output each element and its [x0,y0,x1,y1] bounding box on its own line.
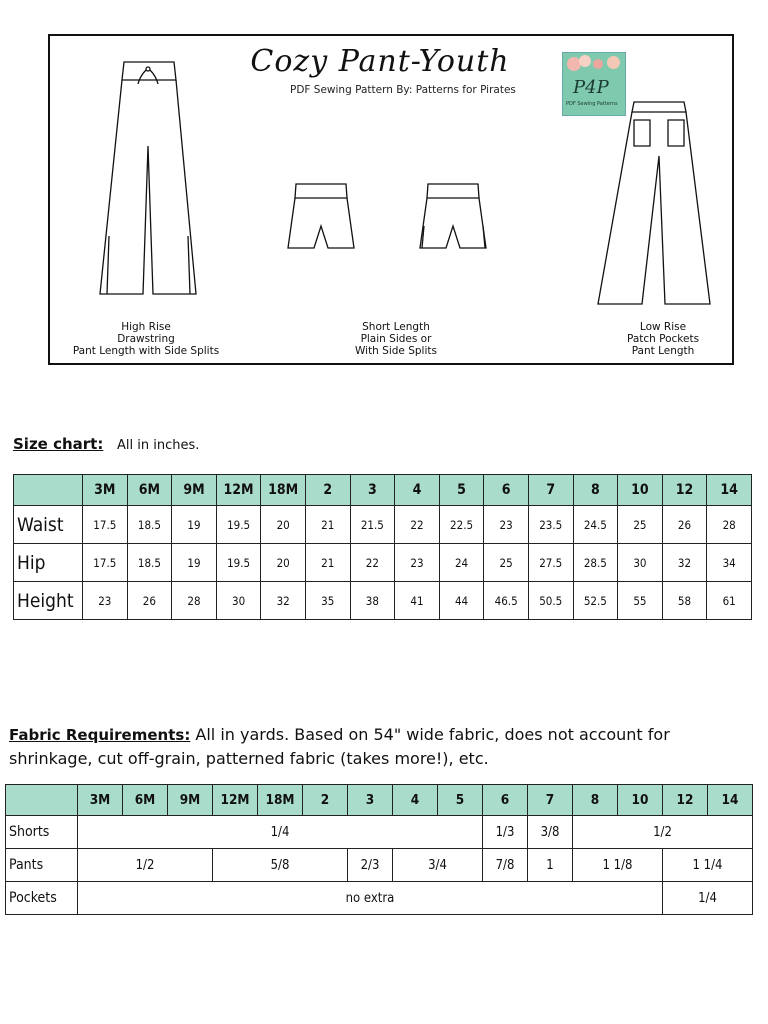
size-value-cell: 21 [305,544,350,582]
fabric-amount-cell: 1/4 [78,816,483,849]
size-value-cell: 58 [662,582,707,620]
size-value-cell: 19 [172,544,217,582]
size-value-cell: 25 [618,506,663,544]
fabric-column-header: 14 [708,785,753,816]
size-column-header: 8 [573,475,618,506]
fabric-note: All in yards. Based on 54" wide fabric, does not account for shrinkage, cut off-grain, patterned fabric (takes more!), etc. [9,725,670,768]
pattern-title: Cozy Pant-Youth [250,44,510,79]
size-value-cell: 28 [707,506,752,544]
fabric-column-header: 5 [438,785,483,816]
caption-short-length: Short Length Plain Sides or With Side Splits [355,321,437,357]
fabric-amount-cell: 2/3 [348,849,393,882]
high-rise-pant-drawing [100,62,196,294]
size-chart-table [13,474,752,620]
fabric-amount-cell: 1/2 [78,849,213,882]
size-column-header: 6 [484,475,529,506]
size-chart-header-row [14,475,752,506]
fabric-header-row [6,785,753,816]
size-column-header: 12 [662,475,707,506]
size-value-cell: 17.5 [83,544,128,582]
shorts-split-drawing [420,184,486,248]
size-value-cell: 32 [662,544,707,582]
pattern-subtitle: PDF Sewing Pattern By: Patterns for Pirates [290,84,516,96]
size-value-cell: 32 [261,582,306,620]
size-column-header: 4 [395,475,440,506]
size-value-cell: 38 [350,582,395,620]
fabric-column-header: 6M [123,785,168,816]
size-value-cell: 20 [261,506,306,544]
fabric-amount-cell: 5/8 [213,849,348,882]
size-value-cell: 30 [216,582,261,620]
logo-text: P4P [573,77,609,98]
size-value-cell: 21.5 [350,506,395,544]
fabric-column-header: 3 [348,785,393,816]
size-value-cell: 50.5 [528,582,573,620]
size-value-cell: 46.5 [484,582,529,620]
fabric-column-header: 7 [528,785,573,816]
row-label: Height [14,582,83,620]
fabric-column-header: 6 [483,785,528,816]
fabric-row-pants [6,849,753,882]
row-label: Waist [14,506,83,544]
size-value-cell: 35 [305,582,350,620]
size-value-cell: 25 [484,544,529,582]
size-value-cell: 23 [484,506,529,544]
size-value-cell: 22.5 [439,506,484,544]
fabric-column-header: 8 [573,785,618,816]
size-column-header: 6M [127,475,172,506]
size-value-cell: 18.5 [127,544,172,582]
size-value-cell: 19.5 [216,506,261,544]
size-chart-note: All in inches. [117,438,200,453]
size-value-cell: 61 [707,582,752,620]
size-column-header: 3 [350,475,395,506]
fabric-amount-cell: 1 1/4 [663,849,753,882]
fabric-requirements-table [5,784,753,915]
fabric-amount-cell: 1 [528,849,573,882]
size-value-cell: 23 [83,582,128,620]
row-label: Hip [14,544,83,582]
size-value-cell: 23 [395,544,440,582]
size-row-height [14,582,752,620]
fabric-column-header: 10 [618,785,663,816]
fabric-amount-cell: 3/8 [528,816,573,849]
fabric-column-header: 18M [258,785,303,816]
fabric-amount-cell: 7/8 [483,849,528,882]
size-column-header: 10 [618,475,663,506]
size-value-cell: 17.5 [83,506,128,544]
size-column-header: 2 [305,475,350,506]
size-value-cell: 28 [172,582,217,620]
fabric-column-header: 2 [303,785,348,816]
fabric-column-header: 3M [78,785,123,816]
size-column-header: 14 [707,475,752,506]
fabric-amount-cell: 1/4 [663,882,753,915]
low-rise-pant-drawing [598,102,710,304]
logo-subtext: PDF Sewing Patterns [566,101,618,107]
caption-low-rise: Low Rise Patch Pockets Pant Length [626,321,700,357]
size-row-hip [14,544,752,582]
size-value-cell: 22 [350,544,395,582]
size-column-header: 5 [439,475,484,506]
size-value-cell: 24 [439,544,484,582]
size-value-cell: 21 [305,506,350,544]
size-value-cell: 55 [618,582,663,620]
size-value-cell: 22 [395,506,440,544]
size-row-waist [14,506,752,544]
fabric-amount-cell: 1/3 [483,816,528,849]
size-value-cell: 26 [127,582,172,620]
size-column-header: 9M [172,475,217,506]
fabric-amount-cell: 1/2 [573,816,753,849]
garment-illustrations [50,36,736,367]
fabric-title: Fabric Requirements: [9,726,191,744]
fabric-amount-cell: 1 1/8 [573,849,663,882]
size-value-cell: 19 [172,506,217,544]
size-value-cell: 44 [439,582,484,620]
fabric-column-header: 9M [168,785,213,816]
fabric-column-header: 4 [393,785,438,816]
size-value-cell: 26 [662,506,707,544]
size-value-cell: 30 [618,544,663,582]
size-chart-title: Size chart: [13,435,104,453]
size-column-header: 3M [83,475,128,506]
size-value-cell: 27.5 [528,544,573,582]
size-column-header: 12M [216,475,261,506]
size-value-cell: 28.5 [573,544,618,582]
size-value-cell: 52.5 [573,582,618,620]
size-value-cell: 23.5 [528,506,573,544]
size-value-cell: 34 [707,544,752,582]
fabric-row-shorts [6,816,753,849]
size-value-cell: 20 [261,544,306,582]
size-value-cell: 18.5 [127,506,172,544]
row-label: Pants [6,849,78,882]
size-value-cell: 24.5 [573,506,618,544]
fabric-amount-cell: no extra [78,882,663,915]
shorts-plain-drawing [288,184,354,248]
corner-cell [6,785,78,816]
size-value-cell: 41 [395,582,440,620]
corner-cell [14,475,83,506]
fabric-column-header: 12 [663,785,708,816]
caption-high-rise: High Rise Drawstring Pant Length with Side Splits [72,321,220,357]
fabric-note-block [9,723,754,771]
size-value-cell: 19.5 [216,544,261,582]
fabric-row-pockets [6,882,753,915]
row-label: Shorts [6,816,78,849]
size-column-header: 18M [261,475,306,506]
fabric-column-header: 12M [213,785,258,816]
row-label: Pockets [6,882,78,915]
size-column-header: 7 [528,475,573,506]
fabric-amount-cell: 3/4 [393,849,483,882]
pattern-header-panel [48,34,734,365]
